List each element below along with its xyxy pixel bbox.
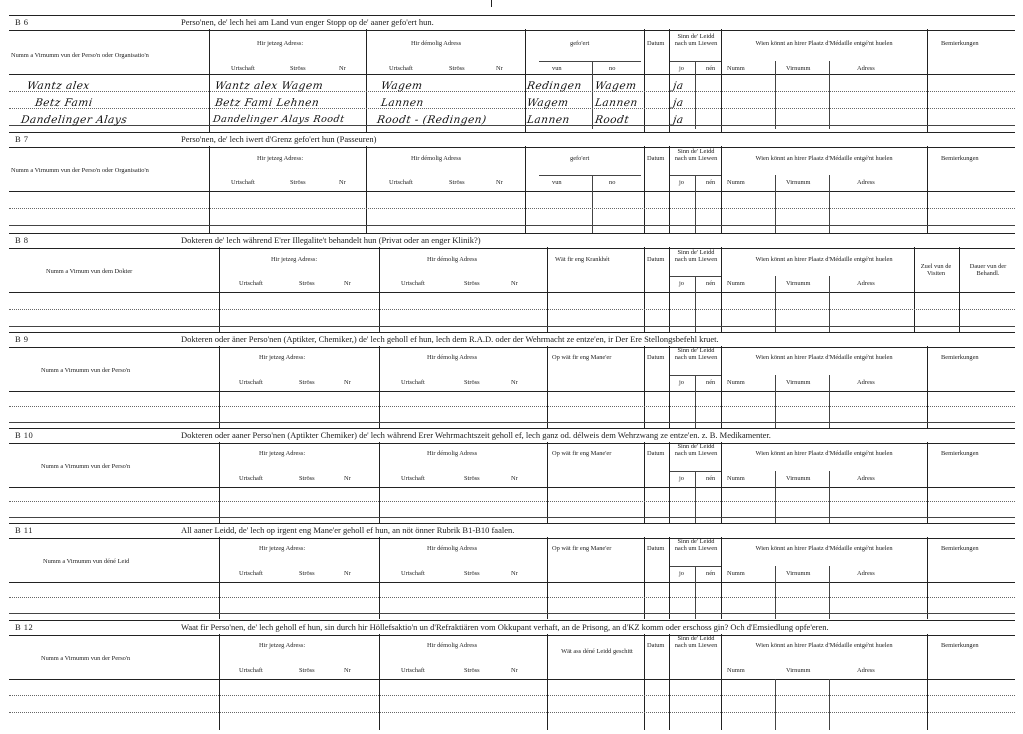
illness-header: Wät fir eng Krankhét — [555, 256, 610, 263]
section-b11 — [9, 523, 1015, 619]
row2-from: Wagem — [526, 97, 570, 109]
current-number-header: Nr — [344, 667, 351, 674]
current-street-header: Ströss — [299, 379, 315, 386]
medal-header: Wien könnt an hirer Plaatz d'Médaille entgé'nt huelen — [755, 256, 893, 263]
section-b7 — [9, 132, 1015, 233]
former-address-header: Hir démolig Adress — [427, 545, 478, 552]
former-number-header: Nr — [511, 475, 518, 482]
row1-current-address: Wantz alex Wagem — [214, 80, 324, 92]
medal-header: Wien könnt an hirer Plaatz d'Médaille entgé'nt huelen — [755, 545, 893, 552]
current-number-header: Nr — [344, 475, 351, 482]
former-street-header: Ströss — [464, 570, 480, 577]
row1-to: Wagem — [594, 80, 638, 92]
row2-yes: ja — [672, 97, 685, 109]
top-tick-mark — [491, 0, 492, 7]
medal-header: Wien könnt an hirer Plaatz d'Médaille entgé'nt huelen — [755, 354, 893, 361]
no-header: nén — [706, 475, 716, 482]
section-id: B 9 — [15, 334, 29, 344]
current-number-header: Nr — [344, 570, 351, 577]
remarks-header: Bemierkungen — [941, 642, 979, 649]
yes-header: jo — [679, 280, 684, 287]
row1-former-address: Wagem — [380, 80, 424, 92]
medal-address-header: Adress — [857, 179, 875, 186]
former-number-header: Nr — [511, 280, 518, 287]
current-town-header: Urtschaft — [239, 379, 263, 386]
name-column-header: Numm a Virnumm vun der Perso'n oder Organisatio'n — [11, 167, 149, 174]
medal-address-header: Adress — [857, 475, 875, 482]
medal-name-header: Numm — [727, 570, 745, 577]
row1-yes: ja — [672, 80, 685, 92]
current-town-header: Urtschaft — [239, 475, 263, 482]
medal-header: Wien könnt an hirer Plaatz d'Médaille entgé'nt huelen — [755, 155, 893, 162]
meaning-header: Sinn de' Leidd nach um Liewen — [674, 347, 718, 362]
former-town-header: Urtschaft — [401, 570, 425, 577]
current-town-header: Urtschaft — [231, 65, 255, 72]
medal-firstname-header: Virnumm — [786, 179, 811, 186]
current-number-header: Nr — [344, 280, 351, 287]
no-header: nén — [706, 570, 716, 577]
section-b6 — [9, 15, 1015, 132]
to-header: no — [609, 65, 616, 72]
row3-to: Roodt — [594, 114, 630, 126]
name-column-header: Numm a Virnumm vun der Perso'n — [41, 655, 131, 662]
row3-yes: ja — [672, 114, 685, 126]
medal-address-header: Adress — [857, 379, 875, 386]
row2-name: Betz Fami — [34, 97, 94, 109]
medal-header: Wien könnt an hirer Plaatz d'Médaille entgé'nt huelen — [755, 642, 893, 649]
medal-address-header: Adress — [857, 667, 875, 674]
section-b10 — [9, 428, 1015, 523]
yes-header: jo — [679, 179, 684, 186]
section-b9 — [9, 332, 1015, 428]
former-address-header: Hir démolig Adress — [411, 40, 462, 47]
current-street-header: Ströss — [299, 667, 315, 674]
section-title: Perso'nen, de' lech iwert d'Grenz gefo'ert hun (Passeuren) — [181, 134, 377, 144]
current-street-header: Ströss — [299, 475, 315, 482]
section-id: B 10 — [15, 430, 34, 440]
column-header-row — [9, 247, 1015, 293]
medal-firstname-header: Virnumm — [786, 379, 811, 386]
meaning-header: Sinn de' Leidd nach um Liewen — [674, 635, 718, 650]
current-town-header: Urtschaft — [239, 570, 263, 577]
former-address-header: Hir démolig Adress — [427, 450, 478, 457]
former-town-header: Urtschaft — [401, 475, 425, 482]
row1-from: Redingen — [526, 80, 583, 92]
meaning-header: Sinn de' Leidd nach um Liewen — [674, 33, 718, 48]
manner-header: Op wät fir eng Mane'er — [552, 545, 612, 552]
column-header-row — [9, 442, 1015, 488]
medal-name-header: Numm — [727, 179, 745, 186]
date-header: Datum — [647, 354, 665, 361]
row3-former-address: Roodt - (Redingen) — [376, 114, 488, 126]
medal-firstname-header: Virnumm — [786, 65, 811, 72]
section-title: Waat fir Perso'nen, de' lech geholl ef hun, sin durch hir Höllefsaktio'n un d'Refraktiären vom Okkupant verhaft, an de Prisong, an d'KZ komm oder erschoss gin? Och d'Emsiedlung opfe'eren. — [181, 622, 829, 632]
meaning-header: Sinn de' Leidd nach um Liewen — [674, 249, 718, 264]
to-header: no — [609, 179, 616, 186]
row3-name: Dandelinger Alays — [20, 114, 129, 126]
remarks-header: Bemierkungen — [941, 354, 979, 361]
current-street-header: Ströss — [299, 570, 315, 577]
date-header: Datum — [647, 545, 665, 552]
name-column-header: Numm a Virnumm vun der Perso'n oder Organisatio'n — [11, 52, 149, 59]
happened-header: Wät ass déné Leidd geschitt — [561, 648, 633, 655]
name-column-header: Numm a Virnumm vun déné Leid — [43, 558, 130, 565]
former-number-header: Nr — [511, 667, 518, 674]
from-header: vun — [552, 65, 562, 72]
current-number-header: Nr — [339, 179, 346, 186]
meaning-header: Sinn de' Leidd nach um Liewen — [674, 148, 718, 163]
current-address-header: Hir jetzeg Adress: — [257, 155, 304, 162]
current-street-header: Ströss — [290, 65, 306, 72]
current-number-header: Nr — [344, 379, 351, 386]
section-id: B 8 — [15, 235, 29, 245]
date-header: Datum — [647, 256, 665, 263]
row1-name: Wantz alex — [26, 80, 91, 92]
medal-name-header: Numm — [727, 65, 745, 72]
former-number-header: Nr — [511, 570, 518, 577]
former-number-header: Nr — [496, 65, 503, 72]
medal-address-header: Adress — [857, 65, 875, 72]
section-id: B 11 — [15, 525, 33, 535]
former-number-header: Nr — [511, 379, 518, 386]
date-header: Datum — [647, 450, 665, 457]
date-header: Datum — [647, 642, 665, 649]
transported-header: gefo'ert — [570, 155, 590, 162]
section-id: B 6 — [15, 17, 29, 27]
visits-header: Zuel vun de Visiten — [920, 263, 952, 278]
section-title: Perso'nen, de' lech hei am Land vun enger Stopp op de' aaner gefo'ert hun. — [181, 17, 434, 27]
medal-header: Wien könnt an hirer Plaatz d'Médaille entgé'nt huelen — [755, 40, 893, 47]
current-address-header: Hir jetzeg Adress: — [259, 354, 306, 361]
row2-former-address: Lannen — [380, 97, 425, 109]
current-street-header: Ströss — [290, 179, 306, 186]
no-header: nén — [706, 379, 716, 386]
row3-from: Lannen — [526, 114, 571, 126]
former-street-header: Ströss — [449, 65, 465, 72]
former-address-header: Hir démolig Adress — [411, 155, 462, 162]
current-street-header: Ströss — [299, 280, 315, 287]
current-address-header: Hir jetzeg Adress: — [259, 642, 306, 649]
date-header: Datum — [647, 40, 665, 47]
current-town-header: Urtschaft — [231, 179, 255, 186]
section-id: B 12 — [15, 622, 34, 632]
current-town-header: Urtschaft — [239, 667, 263, 674]
medal-firstname-header: Virnumm — [786, 280, 811, 287]
current-address-header: Hir jetzeg Adress: — [271, 256, 318, 263]
remarks-header: Bemierkungen — [941, 450, 979, 457]
manner-header: Op wät fir eng Mane'er — [552, 354, 612, 361]
former-town-header: Urtschaft — [389, 65, 413, 72]
section-title: Dokteren oder äner Perso'nen (Aptikter, Chemiker,) de' lech geholl ef hun, lech dem R.A.D. oder der Wehrmacht ze entze'en, ir Der Ere Stellongsbefehl kruet. — [181, 334, 719, 344]
yes-header: jo — [679, 65, 684, 72]
medal-name-header: Numm — [727, 280, 745, 287]
no-header: nén — [706, 280, 716, 287]
remarks-header: Bemierkungen — [941, 155, 979, 162]
transported-header: gefo'ert — [570, 40, 590, 47]
section-title: All aaner Leidd, de' lech op irgent eng Mane'er geholl ef hun, an nöt önner Rubrik B1-B10 faalen. — [181, 525, 515, 535]
medal-name-header: Numm — [727, 475, 745, 482]
date-header: Datum — [647, 155, 665, 162]
section-title: Dokteren oder aaner Perso'nen (Aptikter Chemiker) de' lech während Erer Wehrmachtszeit geholl ef, lech ganz od. délweis dem Wehrzwang ze entze'en. z. B. Medikamenter. — [181, 430, 771, 440]
column-header-row — [9, 537, 1015, 583]
column-header-row — [9, 146, 1015, 192]
medal-header: Wien könnt an hirer Plaatz d'Médaille entgé'nt huelen — [755, 450, 893, 457]
yes-header: jo — [679, 379, 684, 386]
no-header: nén — [706, 179, 716, 186]
duration-header: Dauer vun der Behandl. — [969, 263, 1007, 278]
row3-current-address: Dandelinger Alays Roodt — [212, 114, 346, 125]
medal-firstname-header: Virnumm — [786, 570, 811, 577]
section-b8 — [9, 233, 1015, 332]
from-header: vun — [552, 179, 562, 186]
former-address-header: Hir démolig Adress — [427, 256, 478, 263]
former-street-header: Ströss — [464, 475, 480, 482]
name-column-header: Numm a Virnumm vun der Perso'n — [41, 367, 131, 374]
row2-current-address: Betz Fami Lehnen — [214, 97, 321, 109]
former-town-header: Urtschaft — [401, 379, 425, 386]
current-address-header: Hir jetzeg Adress: — [259, 450, 306, 457]
former-street-header: Ströss — [464, 379, 480, 386]
column-header-row — [9, 634, 1015, 680]
former-address-header: Hir démolig Adress — [427, 642, 478, 649]
current-town-header: Urtschaft — [239, 280, 263, 287]
row2-to: Lannen — [594, 97, 639, 109]
yes-header: jo — [679, 475, 684, 482]
medal-address-header: Adress — [857, 280, 875, 287]
former-town-header: Urtschaft — [401, 280, 425, 287]
medal-address-header: Adress — [857, 570, 875, 577]
medal-name-header: Numm — [727, 667, 745, 674]
medal-name-header: Numm — [727, 379, 745, 386]
no-header: nén — [706, 65, 716, 72]
former-address-header: Hir démolig Adress — [427, 354, 478, 361]
section-b12 — [9, 620, 1015, 730]
name-column-header: Numm a Virnum vun dem Dokter — [46, 268, 133, 275]
former-street-header: Ströss — [464, 280, 480, 287]
yes-header: jo — [679, 570, 684, 577]
remarks-header: Bemierkungen — [941, 545, 979, 552]
section-id: B 7 — [15, 134, 29, 144]
former-street-header: Ströss — [464, 667, 480, 674]
current-address-header: Hir jetzeg Adress: — [259, 545, 306, 552]
column-header-row — [9, 29, 1015, 75]
medal-firstname-header: Virnumm — [786, 667, 811, 674]
medal-firstname-header: Virnumm — [786, 475, 811, 482]
remarks-header: Bemierkungen — [941, 40, 979, 47]
former-number-header: Nr — [496, 179, 503, 186]
meaning-header: Sinn de' Leidd nach um Liewen — [674, 538, 718, 553]
current-number-header: Nr — [339, 65, 346, 72]
column-header-row — [9, 346, 1015, 392]
current-address-header: Hir jetzeg Adress: — [257, 40, 304, 47]
former-street-header: Ströss — [449, 179, 465, 186]
former-town-header: Urtschaft — [401, 667, 425, 674]
name-column-header: Numm a Virnumm vun der Perso'n — [41, 463, 131, 470]
former-town-header: Urtschaft — [389, 179, 413, 186]
manner-header: Op wät fir eng Mane'er — [552, 450, 612, 457]
meaning-header: Sinn de' Leidd nach um Liewen — [674, 443, 718, 458]
section-title: Dokteren de' lech während E'rer Illegalite't behandelt hun (Privat oder an enger Klinik?) — [181, 235, 481, 245]
